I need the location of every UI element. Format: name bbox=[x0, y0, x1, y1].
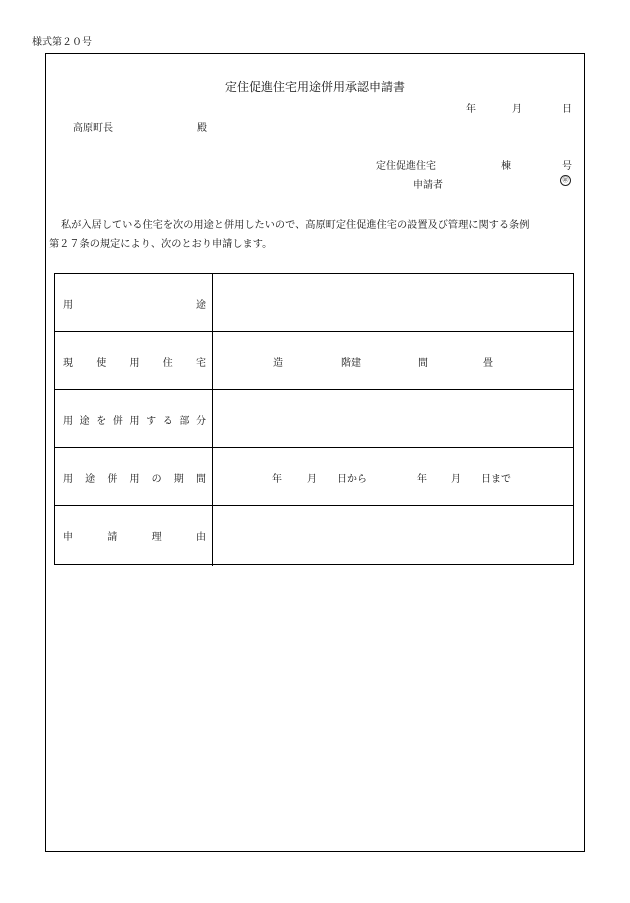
form-number: 様式第２０号 bbox=[32, 37, 92, 48]
house-number: 号 bbox=[562, 161, 572, 172]
row-label: 申 請 理 由 bbox=[55, 506, 213, 566]
table-row-period bbox=[55, 448, 573, 506]
applicant-label: 申請者 bbox=[413, 180, 443, 191]
row-label: 現 使 用 住 宅 bbox=[55, 332, 213, 389]
application-statement bbox=[49, 216, 579, 254]
addressee-name: 高原町長 bbox=[73, 123, 113, 134]
date-month: 月 bbox=[512, 104, 522, 115]
date-year: 年 bbox=[466, 104, 476, 115]
seal-icon: ㊞ bbox=[560, 175, 571, 186]
row-label: 用 途 併 用 の 期 間 bbox=[55, 448, 213, 505]
statement-line-1: 私が入居している住宅を次の用途と併用したいので、高原町定住促進住宅の設置及び管理に関する条例 bbox=[61, 220, 530, 231]
reason-field[interactable] bbox=[213, 506, 573, 566]
table-row-reason bbox=[55, 506, 573, 566]
form-title: 定住促進住宅用途併用承認申請書 bbox=[224, 80, 405, 94]
addressee-honorific: 殿 bbox=[197, 123, 207, 134]
usage-field[interactable] bbox=[213, 274, 573, 331]
table-row-shared-part bbox=[55, 390, 573, 448]
addressee bbox=[73, 119, 213, 134]
statement-line-2: 第２７条の規定により、次のとおり申請します。 bbox=[49, 239, 273, 250]
application-form bbox=[45, 53, 585, 852]
shared-part-field[interactable] bbox=[213, 390, 573, 447]
application-table bbox=[54, 273, 574, 565]
table-row-usage bbox=[55, 274, 573, 332]
period-field[interactable]: 年 月 日から 年 月 日まで bbox=[272, 474, 511, 485]
row-label: 用 途 bbox=[55, 274, 213, 331]
current-house-field[interactable]: 造 階建 間 畳 bbox=[273, 358, 493, 369]
house-label: 定住促進住宅 bbox=[376, 161, 436, 172]
row-label: 用 途 を 併 用 す る 部 分 bbox=[55, 390, 213, 447]
house-building: 棟 bbox=[501, 161, 511, 172]
date-day: 日 bbox=[562, 104, 572, 115]
table-row-current-house bbox=[55, 332, 573, 390]
